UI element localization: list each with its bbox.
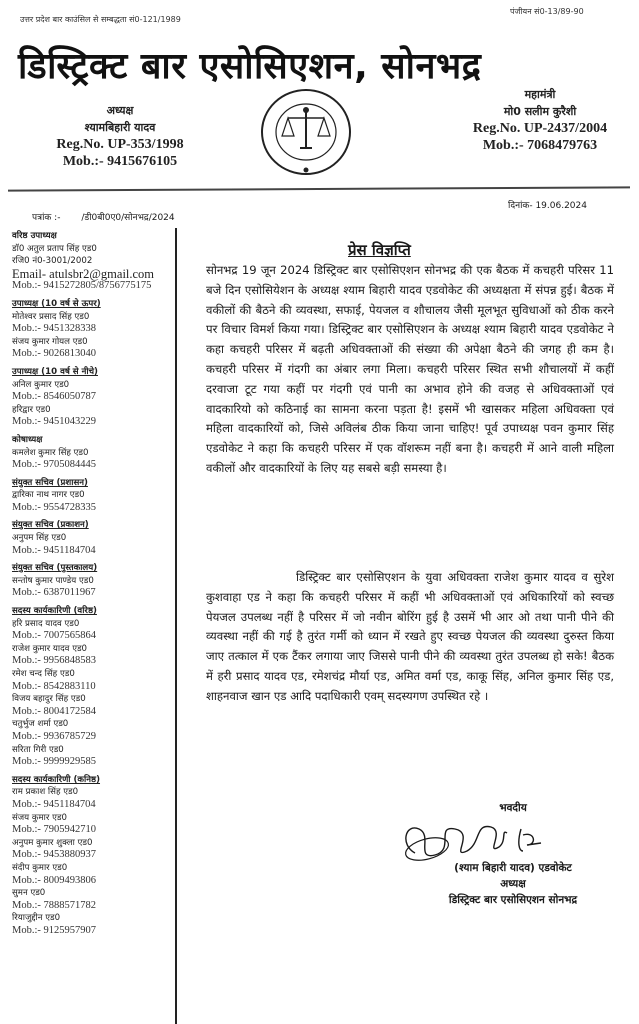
member-name: हरि प्रसाद यादव एड0 xyxy=(12,618,80,629)
office-bearer-group xyxy=(12,562,172,600)
member-name: चतुर्भुज शर्मा एड0 xyxy=(12,719,69,730)
press-release-title: प्रेस विज्ञप्ति xyxy=(348,241,411,259)
signatory-role: अध्यक्ष xyxy=(500,878,526,890)
reference-number xyxy=(32,210,175,223)
member-mobile: Mob.:- 9451184704 xyxy=(12,544,96,556)
closing: भवदीय xyxy=(499,802,527,814)
member-name: राजेश कुमार यादव एड0 xyxy=(12,643,88,654)
office-bearer-group xyxy=(12,230,172,293)
office-bearer-group xyxy=(12,434,172,472)
group-heading: सदस्य कार्यकारिणी (कनिष्ठ) xyxy=(12,774,101,785)
member-mobile: Mob.:- 8546050787 xyxy=(12,391,96,403)
member-name: सुमन एड0 xyxy=(12,888,46,899)
member-name: अनुपम सिंह एड0 xyxy=(12,533,67,544)
member-email: Email- atulsbr2@gmail.com xyxy=(12,266,155,281)
office-bearer-group xyxy=(12,605,172,769)
office-bearer-group xyxy=(12,298,172,361)
member-name: द्वारिका नाथ नागर एड0 xyxy=(12,490,85,501)
member-mobile: Mob.:- 9936785729 xyxy=(12,730,96,742)
member-name: संजय कुमार गोयल एड0 xyxy=(12,336,88,347)
secretary-block xyxy=(445,86,635,154)
group-heading: सदस्य कार्यकारिणी (वरिष्ठ) xyxy=(12,606,97,617)
press-release-paragraph-2: डिस्ट्रिक्ट बार एसोसिएशन के युवा अधिवक्ता राजेश कुमार यादव व सुरेश कुशवाहा एड ने कहा कि कचहरी परिसर में कहीं भी अधिवक्ताओं एवं अधिकारियों को स्वच्छ पेयजल उपलब्ध नहीं है परिसर में जो नवीन बोरिंग हुई है उसमें भी आर ओ तथा पानी पीने की व्यवस्था नहीं की गई है तुरंत गर्मी को ध्यान में रखते हुए स्वच्छ पेयजल की व्यवस्था दुरुस्त किया जाए तत्काल में एक टैंकर लगाया जाए जिससे पानी पीने की व्यवस्था तुरंत उपलब्ध हो सके! बैठक में हरी प्रसाद यादव एड, रमेशचंद्र मौर्या एड, अमित वर्मा एड, काकू सिंह, अनिल कुमार सिंह एड, शाहनवाज खान एड आदि पदाधिकारी एवम् सदस्यगण उपस्थित रहे । xyxy=(206,570,614,703)
group-heading: वरिष्ठ उपाध्यक्ष xyxy=(12,231,57,241)
press-release-paragraph-1: सोनभद्र 19 जून 2024 डिस्ट्रिक्ट बार एसोसिएशन सोनभद्र की एक बैठक में कचहरी परिसर 11 बजे दिन एसोसियेशन के अध्यक्ष श्याम बिहारी यादव एडवोकेट की अध्यक्षता में संपन्न हुई। बैठक में वकीलों की बैठने की व्यवस्था, सफाई, पेयजल व शौचालय जैसी मूलभूत सुविधाओं को ठीक करने पर विचार विमर्श किया गया। डिस्ट्रिक्ट बार एसोसिएशन के अध्यक्ष श्याम बिहारी यादव एडवोकेट ने कहा कचहरी परिसर में बढ़ती अधिवक्ताओं की संख्या की अपेक्षा बैठने की जगह ही कम है। कचहरी परिसर में गंदगी का अंबार लगा मिला। कचहरी परिसर स्थित सभी शौचालयों में कहीं दरवाजा टूट गया कहीं पर गंदगी एवं पानी का अभाव होने की वजह से अधिवक्ताओं एवं वादकारियो को कठिनाई का सामना करना पड़ता है! इसमें भी खासकर महिला अधिवक्ता एवं महिला वादकारियों को, जिसे अविलंब ठीक किया जाना चाहिए! पूर्व उपाध्यक्ष पवन कुमार सिंह एडवोकेट ने कहा कि कचहरी परिसर में एक वॉशरूम नहीं बना है। कचहरी में आने वाली महिला वकीलों और वादकारियों के लिए यह सबसे बड़ी समस्या है। xyxy=(206,263,614,475)
association-title: डिस्ट्रिक्ट बार एसोसिएशन, सोनभद्र xyxy=(18,46,482,87)
registration-note: पंजीयन सं0-13/89-90 xyxy=(510,7,584,16)
member-name: रमेश चन्द सिंह एड0 xyxy=(12,669,75,679)
member-mobile: Mob.:- 9999929585 xyxy=(12,756,96,768)
secretary-mob: Mob.:- 7068479763 xyxy=(482,138,598,153)
member-mobile: Mob.:- 9453880937 xyxy=(12,849,96,861)
member-mobile: Mob.:- 7007565864 xyxy=(12,630,96,642)
member-name: सन्तोष कुमार पाण्डेय एड0 xyxy=(12,575,94,586)
member-mobile: Mob.:- 9451328338 xyxy=(12,323,96,335)
group-heading: संयुक्त सचिव (पुस्तकालय) xyxy=(12,563,98,574)
member-mobile: Mob.:- 8004172584 xyxy=(12,705,96,717)
member-mobile: Mob.:- 8542883110 xyxy=(12,680,96,692)
secretary-reg: Reg.No. UP-2437/2004 xyxy=(472,121,608,136)
member-name: संजय कुमार एड0 xyxy=(12,812,67,823)
office-bearer-group xyxy=(12,366,172,429)
office-bearer-group xyxy=(12,774,172,938)
member-name: अनिल कुमार एड0 xyxy=(12,379,70,390)
affiliation-note: उत्तर प्रदेश बार काउंसिल से सम्बद्धता सं0-121/1989 xyxy=(20,15,181,24)
member-mobile: Mob.:- 8009493806 xyxy=(12,874,96,886)
member-mobile: Mob.:- 7905942710 xyxy=(12,824,96,836)
member-name: अनुपम कुमार शुक्ला एड0 xyxy=(12,837,93,848)
reference-value: /डी0बी0ए0/सोनभद्र/2024 xyxy=(81,213,175,223)
group-heading: संयुक्त सचिव (प्रशासन) xyxy=(12,477,88,488)
signatory-org: डिस्ट्रिक्ट बार एसोसिएशन सोनभद्र xyxy=(448,894,578,906)
member-name: सरिता गिरी एड0 xyxy=(12,744,64,755)
group-heading: संयुक्त सचिव (प्रकाशन) xyxy=(12,520,89,531)
member-mobile: Mob.:- 9451184704 xyxy=(12,798,96,810)
member-name: डॉ0 अतुल प्रताप सिंह एड0 xyxy=(12,243,97,254)
group-heading: उपाध्यक्ष (10 वर्ष से नीचे) xyxy=(12,366,98,377)
secretary-name: मो0 सलीम कुरैशी xyxy=(503,105,577,118)
office-bearer-group xyxy=(12,519,172,557)
president-block xyxy=(45,102,195,170)
president-reg: Reg.No. UP-353/1998 xyxy=(56,137,184,152)
member-name: हरिद्वार एड0 xyxy=(12,404,51,415)
member-name: कमलेश कुमार सिंह एड0 xyxy=(12,447,89,458)
member-name: राम प्रकाश सिंह एड0 xyxy=(12,787,79,798)
office-bearers-list xyxy=(12,230,172,942)
member-name: रजि0 नं0-3001/2002 xyxy=(12,256,93,267)
header-divider xyxy=(8,186,630,191)
column-divider xyxy=(175,228,177,1024)
office-bearer-group xyxy=(12,477,172,515)
member-name: रियाजुद्दीन एड0 xyxy=(12,913,61,924)
member-name: संदीप कुमार एड0 xyxy=(12,862,68,873)
member-mobile: Mob.:- 9125957907 xyxy=(12,924,96,936)
member-mobile: Mob.:- 9415272805/8756775175 xyxy=(12,280,152,292)
president-role: अध्यक्ष xyxy=(106,104,134,117)
president-mob: Mob.:- 9415676105 xyxy=(62,154,178,169)
secretary-role: महामंत्री xyxy=(524,88,556,101)
member-mobile: Mob.:- 7888571782 xyxy=(12,899,96,911)
group-heading: उपाध्यक्ष (10 वर्ष से ऊपर) xyxy=(12,298,101,309)
member-mobile: Mob.:- 9026813040 xyxy=(12,348,96,360)
group-heading: कोषाध्यक्ष xyxy=(12,434,43,445)
reference-label: पत्रांक :- xyxy=(32,213,61,223)
letter-date: दिनांक- 19.06.2024 xyxy=(508,201,587,211)
signature-icon xyxy=(395,815,565,867)
member-name: विजय बहादुर सिंह एड0 xyxy=(12,694,86,705)
member-mobile: Mob.:- 6387011967 xyxy=(12,587,96,599)
scales-of-justice-seal-icon xyxy=(252,86,360,180)
member-mobile: Mob.:- 9554728335 xyxy=(12,501,96,513)
signatory-name: (श्याम बिहारी यादव) एडवोकेट xyxy=(454,862,572,874)
member-mobile: Mob.:- 9451043229 xyxy=(12,416,96,428)
president-name: श्यामबिहारी यादव xyxy=(84,121,156,134)
member-mobile: Mob.:- 9705084445 xyxy=(12,459,96,471)
member-name: मोतेश्वर प्रसाद सिंह एड0 xyxy=(12,311,90,322)
member-mobile: Mob.:- 9956848583 xyxy=(12,655,96,667)
